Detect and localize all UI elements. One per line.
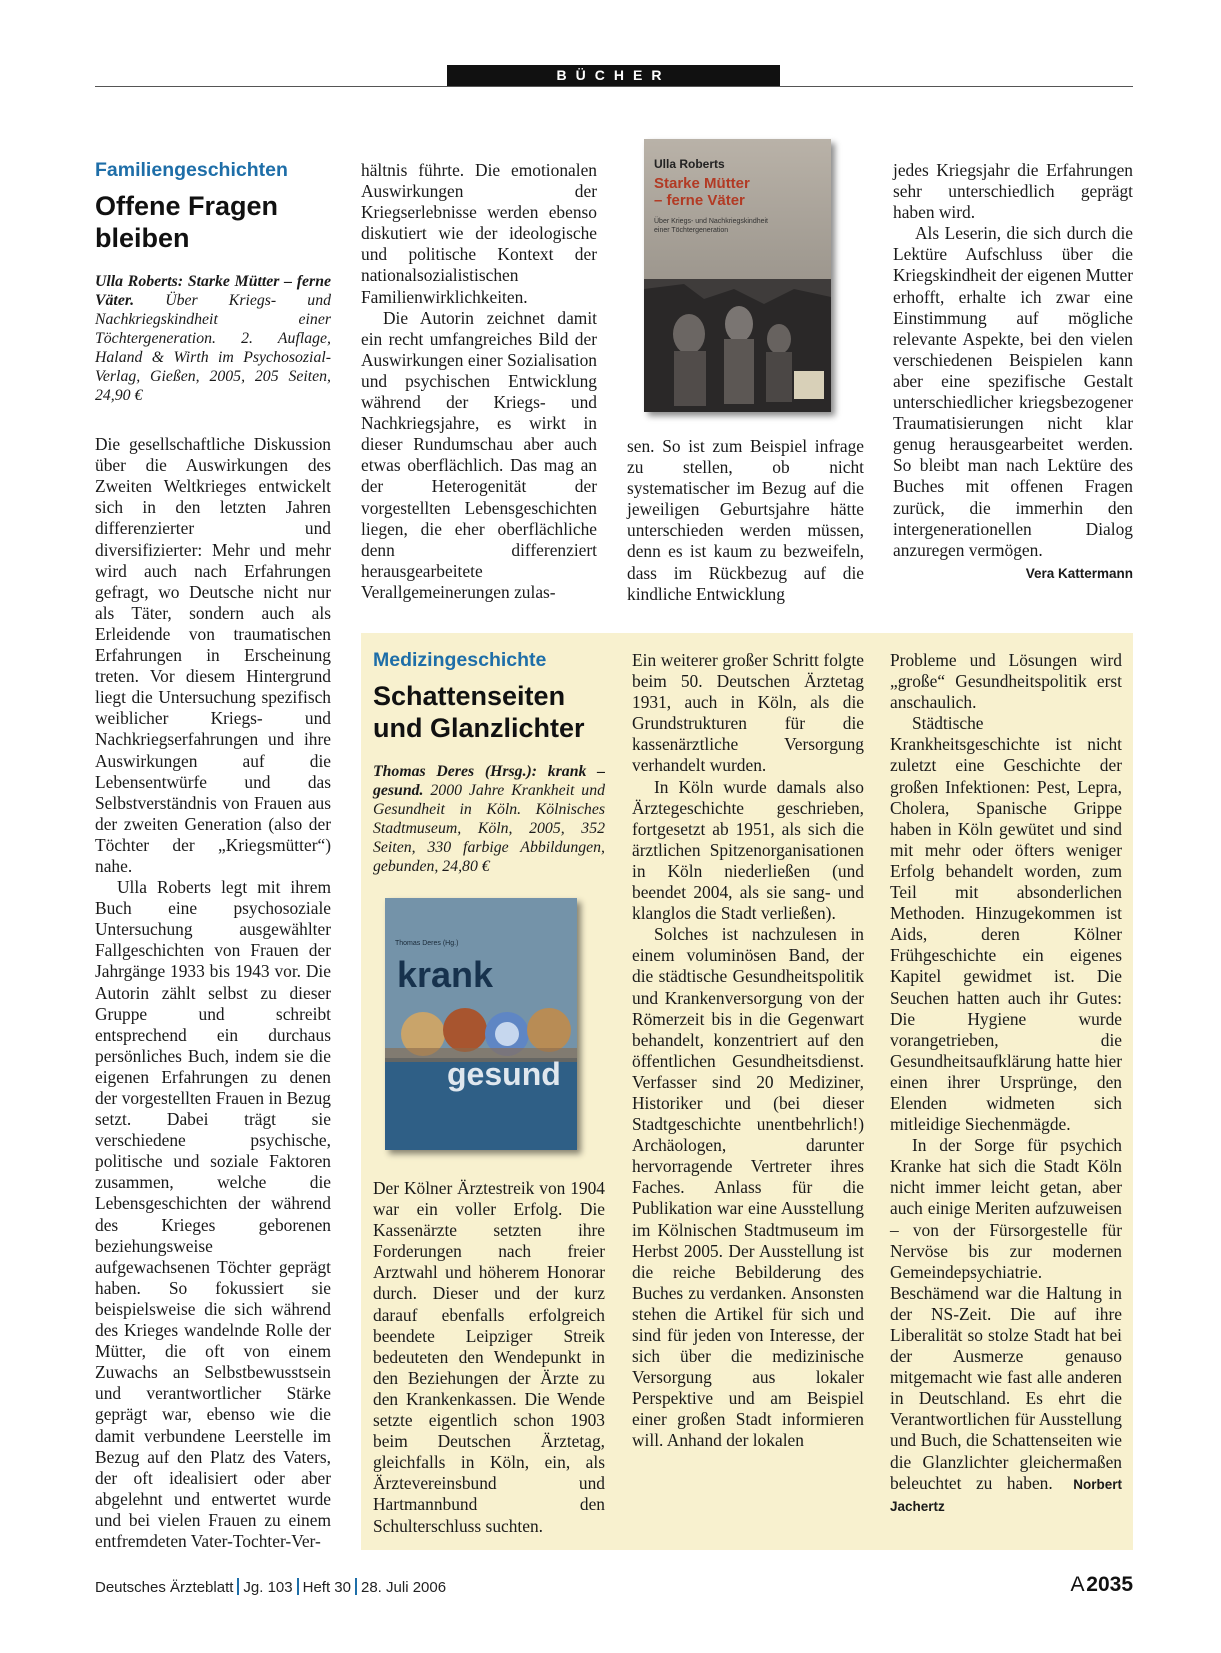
article2-paragraph: Probleme und Lösungen wird „große“ Gesundheitspolitik erst anschaulich.	[890, 650, 1122, 713]
cover-word-krank: krank	[397, 954, 494, 995]
article2-paragraph: In Köln wurde damals also Ärztegeschichte geschrieben, fortgesetzt ab 1951, als sich die ärztlichen Spitzenorganisationen in Köln niederließen (und beendet 2004, als sie sang- und klanglos die Stadt verließen).	[632, 776, 864, 924]
footer-date: 28. Juli 2006	[361, 1579, 447, 1596]
article2-paragraph: Ein weiterer großer Schritt folgte beim 50. Deutschen Ärztetag 1931, auch in Köln, als die Grundstrukturen für die kassenärztliche Versorgung verhandelt wurden.	[632, 650, 864, 776]
footer-volume: Jg. 103	[243, 1579, 293, 1596]
article1-bibliography: Ulla Roberts: Starke Mütter – ferne Väter. Über Kriegs- und Nachkriegskindheit einer Töchtergeneration. 2. Auflage, Haland & Wirth im Psychosozial-Verlag, Gießen, 2005, 205 Seiten, 24,90 €	[95, 273, 331, 405]
article2-bibliography: Thomas Deres (Hrsg.): krank – gesund. 2000 Jahre Krankheit und Gesundheit in Köln. Kölnisches Stadtmuseum, Köln, 2005, 352 Seiten, 330 farbige Abbildungen, gebunden, 24,80 €	[373, 763, 605, 876]
article2-author: Norbert Jachertz	[890, 1476, 1122, 1514]
article1-column-3	[627, 436, 864, 605]
cover-author: Ulla Roberts	[654, 157, 725, 171]
article2-column-1-body	[373, 1178, 605, 1537]
header-rule	[95, 86, 1133, 87]
article1-paragraph: Ulla Roberts legt mit ihrem Buch eine psychosoziale Untersuchung ausgewählter Fallgeschichten von Frauen der Jahrgänge 1933 bis 1943 vor. Die Autorin zählt selbst zu dieser Gruppe und schreibt entsprechend ein durchaus persönliches Buch, indem sie die eigenen Erfahrungen zu denen der vorgestellten Frauen in Bezug setzt. Dabei trägt sie verschiedene psychische, politische und soziale Faktoren zusammen, welche die Lebensgeschichten der während des Krieges geborenen beziehungsweise aufgewachsenen Töchter geprägt haben. So fokussiert sie beispielsweise die sich während des Krieges wandelnde Rolle der Mütter, die oft von einem Zuwachs an Selbstbewusstsein und verantwortlicher Stärke geprägt war, ebenso wie die damit verbundene Leerstelle im Bezug auf den Platz des Vaters, der oft idealisiert oder aber abgelehnt und entwertet wurde und bei vielen Frauen zu einem entfremdeten Vater-Tochter-Ver-	[95, 877, 331, 1551]
article1-headline: Offene Fragen bleiben	[95, 191, 279, 254]
cover-word-gesund: gesund	[447, 1056, 561, 1092]
footer-separator	[297, 1578, 299, 1595]
book-cover-starke-muetter	[644, 139, 831, 412]
article1-column-2	[361, 160, 597, 603]
page-number: A 2035	[1070, 1573, 1133, 1596]
article2-paragraph: Solches ist nachzulesen in einem voluminösen Band, der die städtische Gesundheitspolitik und Krankenversorgung von der Römerzeit bis in die Gegenwart behandelt, konzentriert auf den öffentlichen Gesundheitsdienst. Verfasser sind 20 Mediziner, Historiker und (bei dieser Stadtgeschichte unentbehrlich!) Archäologen, darunter hervorragende Vertreter ihres Faches. Anlass für die Publikation war eine Ausstellung im Kölnischen Stadtmuseum im Herbst 2005. Der Ausstellung ist die reiche Bebilderung des Buches zu verdanken. Ansonsten stehen die Artikel für sich und sind für jeden von Interesse, der sich über die medizinische Versorgung aus lokaler Perspektive und am Beispiel einer großen Stadt informieren will. Anhand der lokalen	[632, 924, 864, 1451]
book-cover-krank-gesund	[385, 898, 577, 1150]
cover-editor: Thomas Deres (Hg.)	[395, 940, 459, 947]
article1-column-4	[893, 160, 1133, 584]
article2-paragraph: In der Sorge für psychich Kranke hat sich die Stadt Köln nicht immer leicht getan, aber auch einige Meriten aufzuweisen – von der Fürsorgestelle für Nervöse bis zur modernen Gemeindepsychiatrie. Beschämend war die Haltung in der NS-Zeit. Die auf ihre Liberalität so stolze Stadt hat bei der Ausmerze genauso mitgemacht wie fast alle anderen in Deutschland. Es ehrt die Verantwortlichen für Ausstellung und Buch, die Schattenseiten wie die Glanzlichter gleichermaßen beleuchtet zu haben. Norbert Jachertz	[890, 1135, 1122, 1514]
article1-paragraph: hältnis führte. Die emotionalen Auswirkungen der Kriegserlebnisse werden ebenso diskutiert wie der ideologische und politische Kontext der nationalsozialistischen Familienwirklichkeiten.	[361, 160, 597, 307]
article1-column-1	[95, 160, 331, 1552]
article2-column-1	[373, 650, 605, 876]
article2-paragraph: Städtische Krankheitsgeschichte ist nicht zuletzt eine Geschichte der großen Infektionen: Pest, Lepra, Cholera, Spanische Grippe haben in Köln gewütet und sind mit mehr oder öfters weniger Erfolg behandelt worden, zum Teil mit absonderlichen Methoden. Hinzugekommen ist Aids, deren Kölner Frühgeschichte ein eigenes Kapitel gewidmet ist. Die Seuchen hatten auch ihr Gutes: Die Hygiene wurde vorangetrieben, die Gesundheitsaufklärung hatte hier einen ihrer Ursprünge, den Elenden widmeten sich mitleidige Siechenmägde.	[890, 713, 1122, 1135]
footer-journal: Deutsches Ärzteblatt	[95, 1579, 234, 1596]
article2-column-2	[632, 650, 864, 1452]
article1-kicker: Familiengeschichten	[95, 159, 288, 181]
article2-paragraph: Der Kölner Ärztestreik von 1904 war ein voller Erfolg. Die Kassenärzte setzten ihre Forderungen nach freier Arztwahl und höherem Honorar durch. Dieser und der kurz darauf ebenfalls erfolgreich beendete Leipziger Streik bedeuteten den Wendepunkt in den Beziehungen der Ärzte zu den Krankenkassen. Die Wende setzte eigentlich schon 1903 beim Deutschen Ärztetag, gleichfalls in Köln, ein, als Ärztevereinsbund und Hartmannbund den Schulterschluss suchten.	[373, 1178, 605, 1536]
footer-issue: Heft 30	[302, 1579, 351, 1596]
cover-subtitle: Über Kriegs- und Nachkriegskindheit einer Töchtergeneration	[654, 218, 768, 234]
footer-citation	[95, 1578, 446, 1596]
article2-column-3	[890, 650, 1122, 1517]
article2-kicker: Medizingeschichte	[373, 649, 547, 671]
article1-paragraph: Als Leserin, die sich durch die Lektüre Aufschluss über die Kriegskindheit der eigenen Mutter erhofft, erhalte ich zwar eine Einstimmung auf mögliche relevante Aspekte, bei den vielen verschiedenen Beispielen kann aber eine spezifische Gestalt unterschiedlicher kriegsbezogener Traumatisierungen nicht klar genug herausgearbeitet werden. So bleibt man nach Lektüre des Buches mit offenen Fragen zurück, die immerhin den intergenerationellen Dialog anzuregen vermögen. Vera Kattermann	[893, 223, 1133, 561]
article1-paragraph: sen. So ist zum Beispiel infrage zu stellen, ob nicht systematischer im Bezug auf die jeweiligen Geburtsjahre hätte unterschieden werden müssen, denn es ist kaum zu bezweifeln, dass im Rückbezug auf die kindliche Entwicklung	[627, 436, 864, 604]
article1-paragraph: Die Autorin zeichnet damit ein recht umfangreiches Bild der Auswirkungen einer Sozialisation und psychischen Entwicklung während der Kriegs- und Nachkriegsjahre, es wirkt in dieser Rundumschau aber auch etwas oberflächlich. Das mag an der Heterogenität der vorgestellten Lebensgeschichten liegen, die eher oberflächliche denn differenziert herausgearbeitete Verallgemeinerungen zulas-	[361, 307, 597, 602]
article1-author: Vera Kattermann	[1025, 565, 1133, 581]
article2-headline: Schattenseiten und Glanzlichter	[373, 681, 585, 744]
section-label: BÜCHER	[447, 65, 780, 86]
article1-paragraph: Die gesellschaftliche Diskussion über die Auswirkungen des Zweiten Weltkrieges entwickelt sich in den letzten Jahren differenzierter und diversifizierter: Mehr und mehr wird auch nach Erfahrungen gefragt, wo Deutsche nicht nur als Täter, sondern auch als Erleidende von traumatischen Erfahrungen in Erscheinung treten. Vor diesem Hintergrund liegt die Untersuchung spezifisch weiblicher Kriegs- und Nachkriegserfahrungen und ihre Auswirkungen auf die Lebensentwürfe und das Selbstverständnis von Frauen aus der zweiten Generation (also der Töchter der „Kriegsmütter“) nahe.	[95, 434, 331, 876]
cover-title: Starke Mütter – ferne Väter	[654, 175, 750, 209]
footer-separator	[355, 1578, 357, 1595]
cover-artwork	[385, 898, 577, 1150]
article1-paragraph: jedes Kriegsjahr die Erfahrungen sehr unterschiedlich geprägt haben wird.	[893, 160, 1133, 223]
footer-separator	[237, 1578, 239, 1595]
